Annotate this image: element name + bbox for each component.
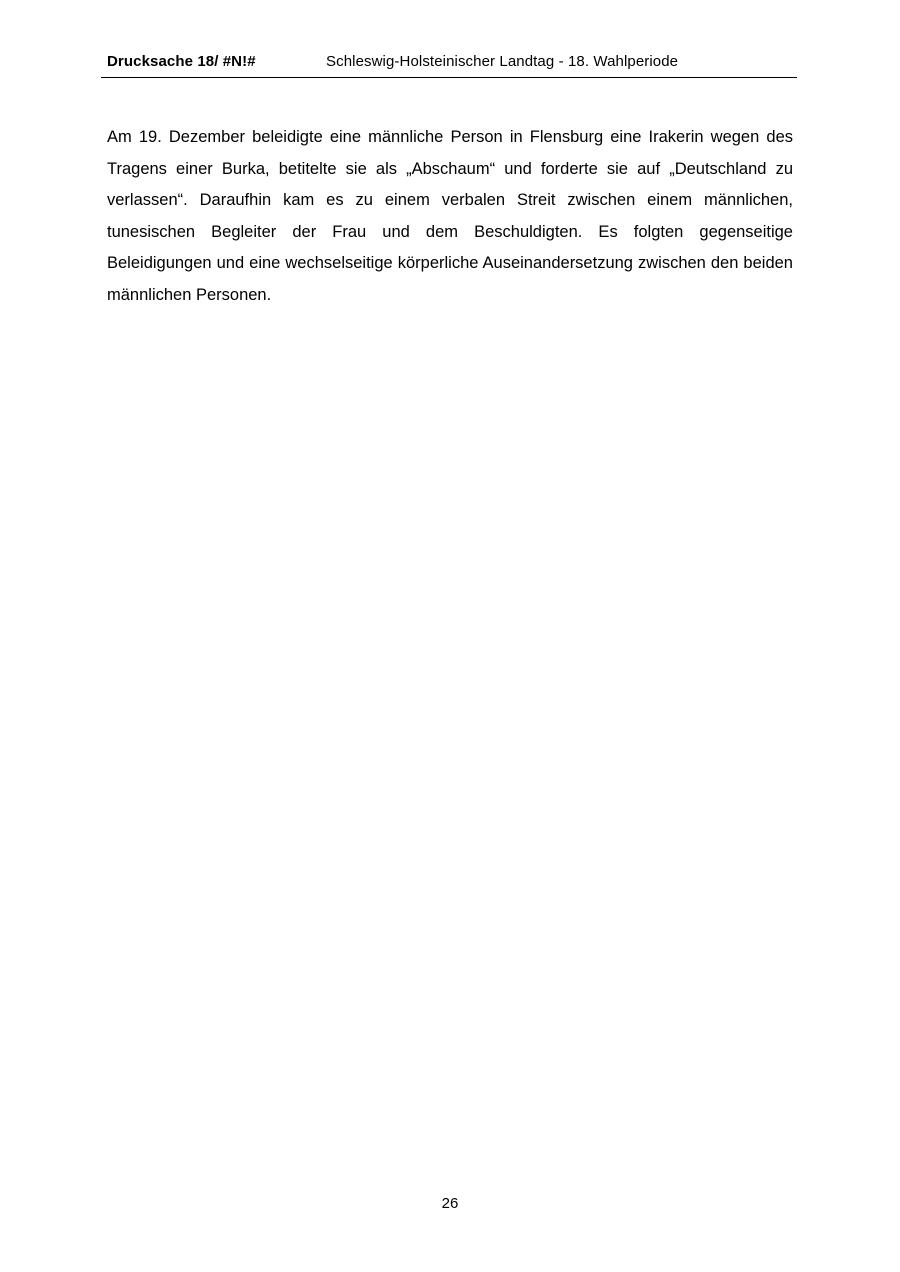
page-header [101, 50, 797, 78]
page-number: 26 [441, 1195, 459, 1212]
body-paragraph: Am 19. Dezember beleidigte eine männliche Person in Flensburg eine Irakerin wegen des Tragens einer Burka, betitelte sie als „Abschaum“ und forderte sie auf „Deutschland zu verlassen“. Daraufhin kam es zu einem verbalen Streit zwischen einem männlichen, tunesischen Begleiter der Frau und dem Beschuldigten. Es folgten gegenseitige Beleidigungen und eine wechselseitige körperliche Auseinandersetzung zwischen den beiden männlichen Personen. [107, 128, 793, 304]
document-number: Drucksache 18/ #N!# [107, 53, 256, 70]
parliament-period: Schleswig-Holsteinischer Landtag - 18. Wahlperiode [326, 53, 679, 70]
